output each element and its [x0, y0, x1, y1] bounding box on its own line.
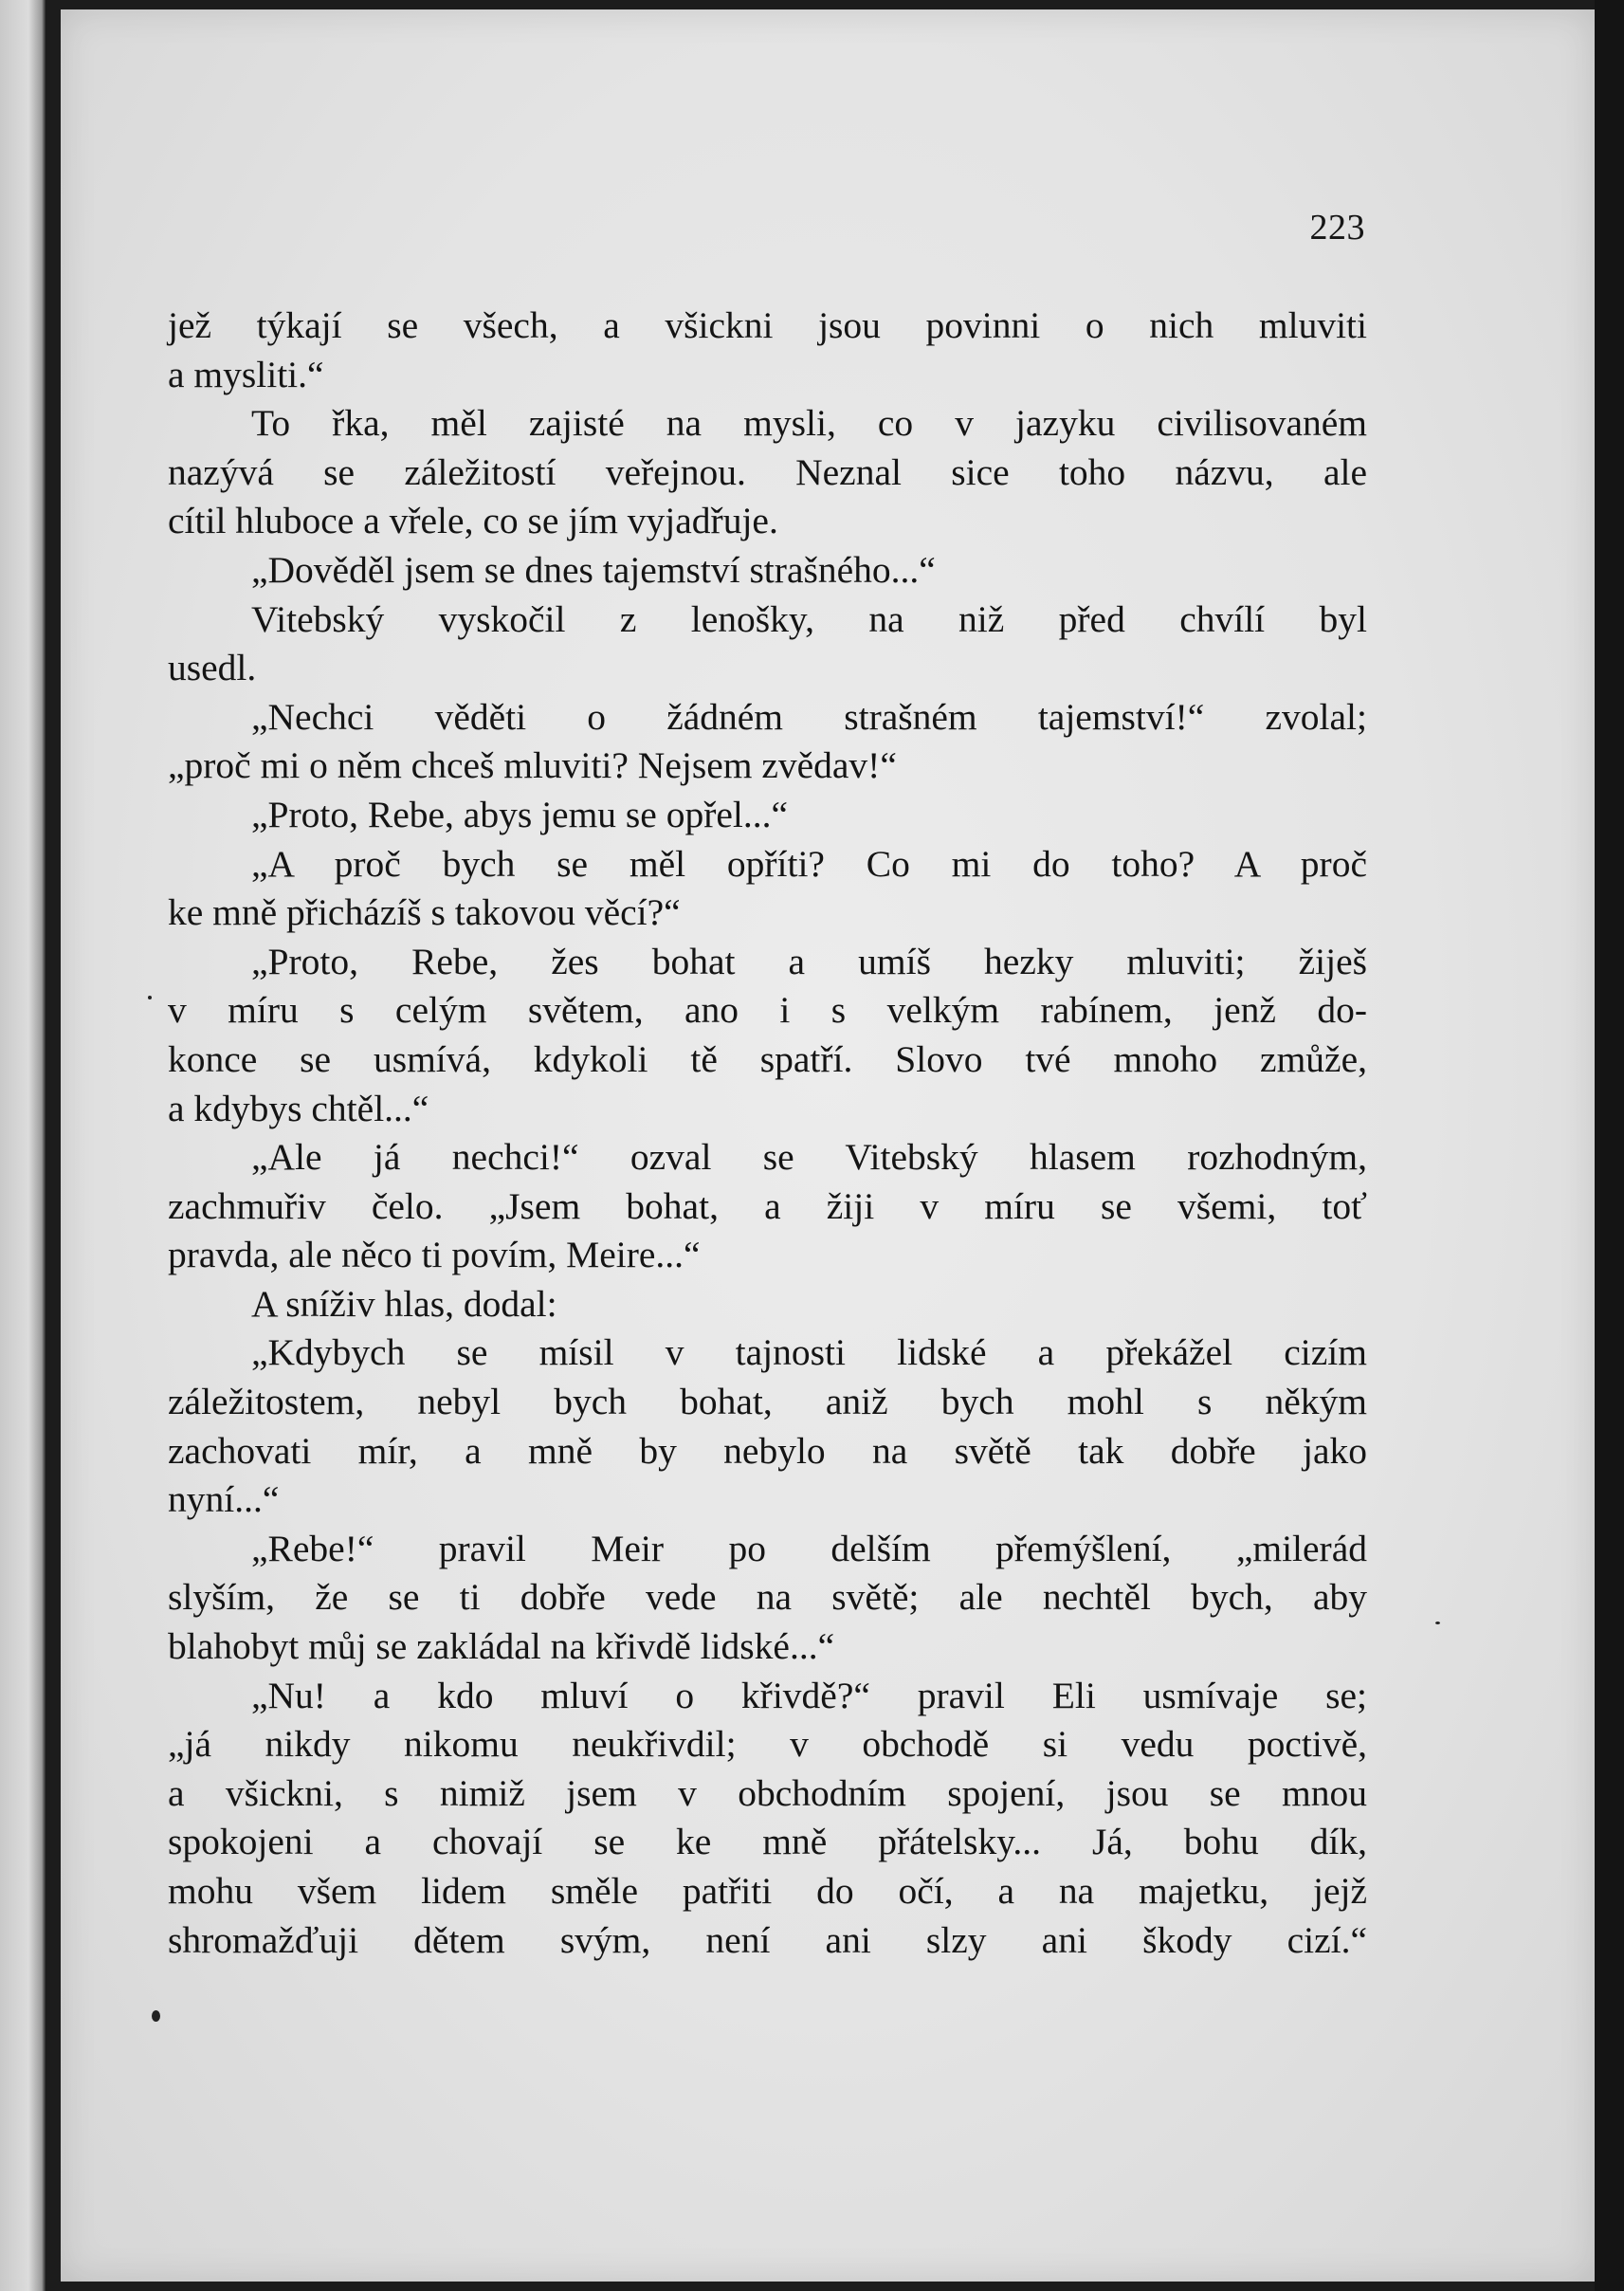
text-line: To řka, měl zajisté na mysli, co v jazyku civilisovaném	[251, 402, 1367, 445]
text-line: jež týkají se všech, a všickni jsou povinni o nich mluviti	[168, 304, 1367, 346]
page-number: 223	[1309, 208, 1365, 247]
left-page-edge	[0, 0, 46, 2291]
text-line: Vitebský vyskočil z lenošky, na niž před chvílí byl	[251, 597, 1367, 640]
text-line: „Rebe!“ pravil Meir po delším přemýšlení, „milerád	[251, 1527, 1367, 1569]
text-line: „Dověděl jsem se dnes tajemství strašného...“	[251, 548, 936, 591]
text-line: v míru s celým světem, ano i s velkým rabínem, jenž do-	[168, 989, 1367, 1032]
text-line: „já nikdy nikomu neukřivdil; v obchodě si vedu poctivě,	[168, 1723, 1367, 1766]
text-line: zachovati mír, a mně by nebylo na světě tak dobře jako	[168, 1429, 1367, 1472]
text-line: slyším, že se ti dobře vede na světě; ale nechtěl bych, aby	[168, 1576, 1367, 1619]
text-line: „proč mi o něm chceš mluviti? Nejsem zvědav!“	[168, 744, 897, 787]
text-line: ke mně přicházíš s takovou věcí?“	[168, 891, 681, 934]
text-line: konce se usmívá, kdykoli tě spatří. Slovo tvé mnoho zmůže,	[168, 1037, 1367, 1080]
text-line: spokojeni a chovají se ke mně přátelsky... Já, bohu dík,	[168, 1821, 1367, 1863]
text-line: cítil hluboce a vřele, co se jím vyjadřuje.	[168, 500, 778, 542]
text-line: mohu všem lidem směle patřiti do očí, a na majetku, jejž	[168, 1870, 1367, 1912]
text-line: a kdybys chtěl...“	[168, 1087, 429, 1129]
text-line: „Proto, Rebe, žes bohat a umíš hezky mluviti; žiješ	[251, 940, 1367, 982]
ink-blot	[152, 2010, 160, 2022]
text-line: shromažďuji dětem svým, není ani slzy ani škody cizí.“	[168, 1918, 1367, 1961]
text-line: pravda, ale něco ti povím, Meire...“	[168, 1234, 701, 1276]
text-line: usedl.	[168, 647, 257, 689]
text-line: „Kdybych se mísil v tajnosti lidské a překážel cizím	[251, 1331, 1367, 1374]
text-line: „Proto, Rebe, abys jemu se opřel...“	[251, 793, 789, 835]
right-page-edge	[1595, 0, 1624, 2291]
text-line: blahobyt můj se zakládal na křivdě lidské...“	[168, 1625, 835, 1668]
text-line: „Ale já nechci!“ ozval se Vitebský hlasem rozhodným,	[251, 1136, 1367, 1179]
text-line: nazývá se záležitostí veřejnou. Neznal sice toho názvu, ale	[168, 450, 1367, 493]
ink-speck	[1435, 1622, 1440, 1624]
ink-speck	[148, 996, 152, 999]
body-text	[168, 302, 1367, 1965]
text-line: a všickni, s nimiž jsem v obchodním spojení, jsou se mnou	[168, 1771, 1367, 1814]
text-line: zachmuřiv čelo. „Jsem bohat, a žiji v míru se všemi, toť	[168, 1184, 1367, 1227]
text-line: „A proč bych se měl opříti? Co mi do toho? A proč	[251, 842, 1367, 885]
text-line: a mysliti.“	[168, 353, 324, 395]
text-line: záležitostem, nebyl bych bohat, aniž bych mohl s někým	[168, 1381, 1367, 1423]
text-line: nyní...“	[168, 1478, 280, 1521]
text-line: „Nechci věděti o žádném strašném tajemství!“ zvolal;	[251, 695, 1367, 738]
text-line: „Nu! a kdo mluví o křivdě?“ pravil Eli usmívaje se;	[251, 1674, 1367, 1716]
text-line: A sníživ hlas, dodal:	[251, 1282, 557, 1325]
